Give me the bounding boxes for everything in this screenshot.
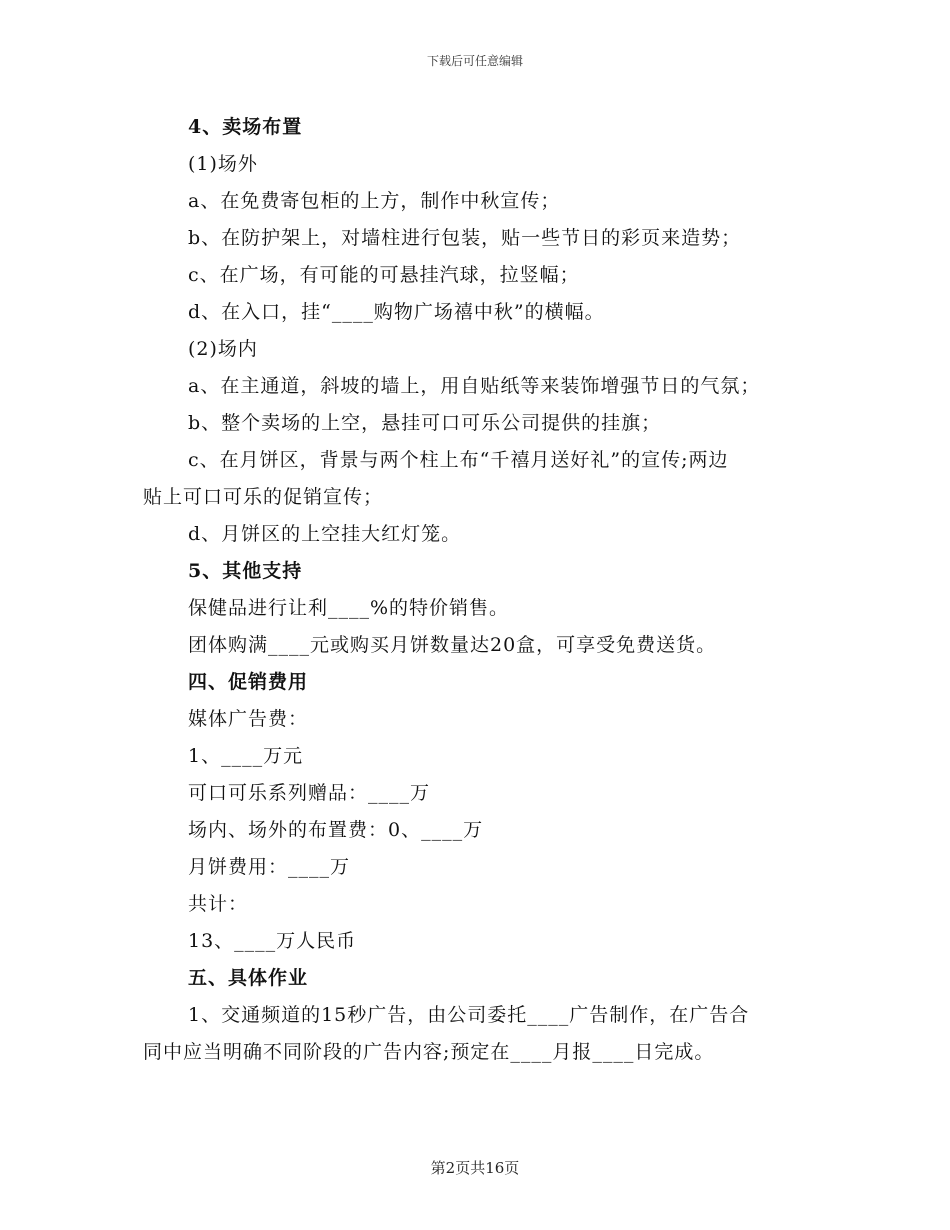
text-line: 13、____万人民币 (188, 930, 357, 952)
document-body (143, 109, 803, 1071)
text-line: 同中应当明确不同阶段的广告内容;预定在____月报____日完成。 (143, 1041, 715, 1063)
text-line: 四、促销费用 (188, 671, 309, 693)
text-line: 4、卖场布置 (188, 116, 303, 138)
text-line: 场内、场外的布置费：0、____万 (188, 819, 484, 841)
text-line: c、在月饼区，背景与两个柱上布“千禧月送好礼”的宣传;两边 (188, 449, 729, 471)
text-line: a、在免费寄包柜的上方，制作中秋宣传； (188, 190, 561, 212)
text-line: b、在防护架上，对墙柱进行包装，贴一些节日的彩页来造势； (188, 227, 742, 249)
text-line: b、整个卖场的上空，悬挂可口可乐公司提供的挂旗； (188, 412, 662, 434)
text-line: 5、其他支持 (188, 560, 303, 582)
text-line: 团体购满____元或购买月饼数量达20盒，可享受免费送货。 (188, 634, 717, 656)
text-line: 五、具体作业 (188, 967, 309, 989)
text-line: a、在主通道，斜坡的墙上，用自贴纸等来装饰增强节日的气氛； (188, 375, 761, 397)
text-line: 贴上可口可乐的促销宣传； (143, 486, 384, 508)
text-line: (2)场内 (188, 338, 258, 360)
text-line: c、在广场，有可能的可悬挂汽球，拉竖幅； (188, 264, 580, 286)
text-line: 可口可乐系列赠品：____万 (188, 782, 431, 804)
text-line: 月饼费用：____万 (188, 856, 351, 878)
text-line: 共计： (188, 893, 249, 915)
text-line: (1)场外 (188, 153, 258, 175)
text-line: 保健品进行让利____%的特价销售。 (188, 597, 510, 619)
text-line: 1、____万元 (188, 745, 304, 767)
text-line: 媒体广告费： (188, 708, 309, 730)
text-line: 1、交通频道的15秒广告，由公司委托____广告制作，在广告合 (188, 1004, 750, 1026)
page-header: 下载后可任意编辑 (426, 54, 523, 68)
text-line: d、在入口，挂“____购物广场禧中秋”的横幅。 (188, 301, 605, 323)
page-footer: 第2页共16页 (430, 1159, 520, 1177)
text-line: d、月饼区的上空挂大红灯笼。 (188, 523, 462, 545)
